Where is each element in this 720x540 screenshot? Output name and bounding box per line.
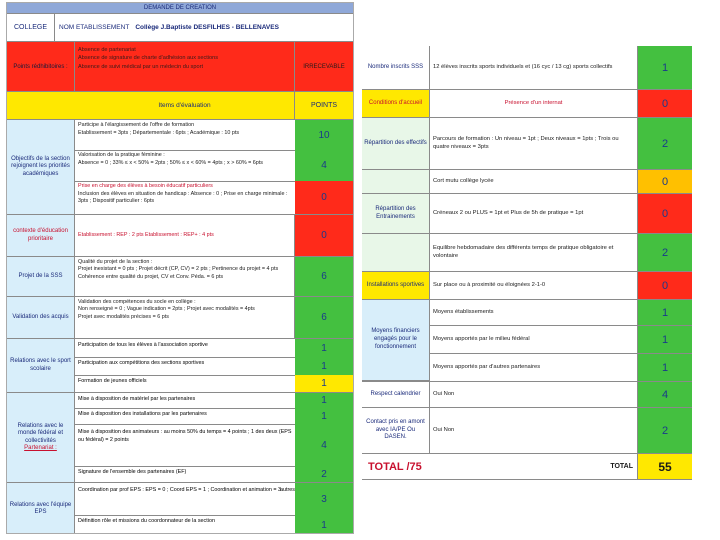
right-row-score: 4 — [638, 382, 692, 407]
right-row-score: 2 — [638, 118, 692, 169]
right-row-text: Moyens apportés par d'autres partenaires — [430, 354, 638, 381]
validation-line: Validation des compétences du socle en collège : — [78, 299, 196, 305]
relations-sport-row — [7, 339, 353, 393]
projet-lines — [75, 257, 295, 296]
sheet-title: DEMANDE DE CREATION — [143, 5, 217, 11]
relations-equipe-row — [7, 483, 353, 534]
right-row-text: Oui Non — [430, 382, 638, 407]
objectif-sub-line: Valorisation de la pratique féminine : — [78, 152, 165, 158]
right-row-text: Moyens apportés par le milieu fédéral — [430, 326, 638, 353]
items-header-points: POINTS — [310, 102, 338, 109]
sheet-title-row — [7, 3, 353, 14]
relations-equipe-label: Relations avec l'équipe EPS — [7, 483, 75, 534]
right-row — [362, 382, 692, 408]
relations-monde-subs — [75, 393, 353, 482]
right-row — [362, 170, 692, 194]
objectif-sub-line: Inclusion des élèves en situation de handicap : Absence : 0 ; Prise en charge minimale : 3pts ; Dispositif particulier : 6pts — [78, 190, 288, 205]
redhib-line: Absence de partenariat — [78, 47, 136, 53]
relations-sport-score: 1 — [295, 357, 353, 375]
relations-sport-item: Formation de jeunes officiels — [75, 375, 302, 392]
evaluation-sheet-right — [362, 46, 692, 482]
relations-monde-score: 1 — [295, 408, 353, 424]
relations-sport-subs — [75, 339, 353, 392]
right-row-score: 2 — [638, 234, 692, 271]
right-row-score: 0 — [638, 194, 692, 233]
right-row-label — [362, 170, 430, 193]
validation-label: Validation des acquis — [7, 297, 75, 338]
right-row-score: 2 — [638, 408, 692, 453]
relations-monde-label-cell — [7, 393, 75, 482]
objectif-sub — [75, 150, 353, 182]
right-row — [362, 46, 692, 90]
objectif-sub — [75, 120, 353, 151]
objectifs-row — [7, 120, 353, 215]
relations-equipe-item: Coordination par prof EPS : EPS = 0 ; Coord EPS = 1 ; Coordination et animation = 3 — [78, 487, 282, 493]
redhib-lines — [75, 42, 295, 91]
right-row-text: Parcours de formation : Un niveau = 1pt ; Deux niveaux = 1pts ; Trois ou quatre niveaux = 3pts — [430, 118, 638, 169]
objectif-score: 4 — [295, 150, 353, 181]
right-row-score: 0 — [638, 272, 692, 299]
right-row-text: Equilibre hebdomadaire des différents temps de pratique obligatoire et volontaire — [430, 234, 638, 271]
etablissement-label: NOM ETABLISSEMENT — [59, 24, 130, 31]
right-row-label: Conditions d'accueil — [362, 90, 430, 117]
objectif-sub-line: Absence = 0 ; 33% ≤ x < 50% = 2pts ; 50% ≤ x < 60% = 4pts ; x > 60% = 6pts — [78, 159, 263, 166]
objectif-sub-line: Prise en charge des élèves à besoin éducatif particuliers — [78, 183, 213, 189]
objectifs-label: Objectifs de la section rejoignent les priorités académiques — [7, 120, 75, 214]
objectif-score: 0 — [295, 181, 353, 214]
right-row-score: 1 — [638, 46, 692, 89]
evaluation-sheet-left — [6, 2, 354, 534]
objectif-sub-line: Participe à l'élargissement de l'offre de formation — [78, 122, 195, 128]
right-row — [362, 194, 692, 234]
right-row-text: Présence d'un internat — [430, 90, 638, 117]
items-header-label: Items d'évaluation — [75, 92, 295, 119]
right-row — [362, 90, 692, 118]
right-row-label: Nombre inscrits SSS — [362, 46, 430, 89]
right-row-label — [362, 234, 430, 271]
projet-line: Cohérence entre qualité du projet, CV et Conv. Péda. = 6 pts — [78, 273, 224, 280]
total-word: TOTAL — [512, 454, 638, 479]
right-row — [362, 272, 692, 300]
validation-score: 6 — [295, 297, 353, 338]
objectifs-subs — [75, 120, 353, 214]
relations-monde-row — [7, 393, 353, 483]
projet-line: Projet inexistant = 0 pts ; Projet décrit (CP, CV) = 2 pts ; Pertinence du projet = 4 pts — [78, 266, 279, 273]
relations-sport-item: Participation aux compétitions des sections sportives — [75, 357, 302, 375]
validation-line: Non renseigné = 0 ; Vague indication = 2pts ; Projet avec modalités = 4pts — [78, 306, 255, 313]
right-row — [362, 234, 692, 272]
right-row-text: Cort mutu collège lycée — [430, 170, 638, 193]
total-value: 55 — [638, 454, 692, 479]
redhib-line: Absence de signature de charte d'adhésion aux sections — [78, 55, 219, 62]
objectif-score: 10 — [295, 120, 353, 150]
relations-equipe-score: 3 — [295, 483, 353, 515]
right-row-score: 0 — [638, 170, 692, 193]
relations-monde-score: 4 — [295, 424, 353, 466]
right-row-label: Répartition des Entrainements — [362, 194, 430, 233]
relations-monde-label: Relations avec le monde fédéral et collectivités — [17, 422, 64, 444]
relations-sport-item: Participation de tous les élèves à l'association sportive — [75, 339, 302, 357]
right-row-text: Créneaux 2 ou PLUS = 1pt et Plus de 5h de pratique = 1pt — [430, 194, 638, 233]
projet-row — [7, 257, 353, 297]
relations-equipe-item: Définition rôle et missions du coordonnateur de la section — [75, 515, 302, 534]
right-row-label: Respect calendrier — [362, 382, 430, 407]
partenariat-label: Partenariat : — [24, 445, 57, 451]
relations-monde-item: Signature de l'ensemble des partenaires (EF) — [75, 466, 302, 482]
contexte-label: contexte d'éducation prioritaire — [7, 215, 75, 256]
relations-monde-score: 2 — [295, 466, 353, 482]
right-row-label: Répartition des effectifs — [362, 118, 430, 169]
objectif-sub-line: Etablissement = 3pts ; Départementale : 6pts ; Académique : 10 pts — [78, 129, 240, 136]
right-row-label: Installations sportives — [362, 272, 430, 299]
right-row-text: Sur place ou à proximité ou éloignées 2-1-0 — [430, 272, 638, 299]
total-label: TOTAL /75 — [368, 460, 422, 473]
points-redhibitoires-row — [7, 42, 353, 92]
objectif-sub — [75, 181, 353, 214]
contexte-score: 0 — [295, 215, 353, 256]
right-row-text: Oui Non — [430, 408, 638, 453]
etablissement-cell — [55, 14, 353, 41]
right-row-score: 1 — [638, 354, 692, 381]
right-row — [362, 118, 692, 170]
right-row-score: 1 — [638, 300, 692, 325]
right-row-score: 0 — [638, 90, 692, 117]
right-row-score: 1 — [638, 326, 692, 353]
redhib-result: IRRECEVABLE — [303, 63, 345, 70]
validation-row — [7, 297, 353, 339]
relations-monde-item: Mise à disposition de matériel par les partenaires — [75, 393, 302, 408]
relations-equipe-extra: autres — [280, 487, 295, 493]
right-row-label: Moyens financiers engagés pour le fonctionnement — [362, 300, 430, 381]
projet-line: Qualité du projet de la section : — [78, 259, 153, 265]
right-row — [362, 408, 692, 454]
relations-sport-score: 1 — [295, 339, 353, 357]
relations-equipe-subs — [75, 483, 353, 534]
validation-line: Projet avec modalités précises = 6 pts — [78, 313, 169, 320]
etablissement-name: Collège J.Baptiste DESFILHES - BELLENAVES — [135, 24, 279, 31]
redhib-label: Points rédhibitoires : — [7, 42, 75, 91]
right-row-label: Contact pris en amont avec IA/PE Ou DASEN. — [362, 408, 430, 453]
contexte-row — [7, 215, 353, 257]
right-row-text: 12 élèves inscrits sports individuels et (16 cyc / 13 cg) sports collectifs — [430, 46, 638, 89]
validation-lines — [75, 297, 295, 338]
contexte-text: Etablissement : REP : 2 pts Etablissement : REP+ : 4 pts — [75, 215, 295, 256]
relations-monde-score: 1 — [295, 393, 353, 408]
projet-label: Projet de la SSS — [7, 257, 75, 296]
right-row-text: Moyens établissements — [430, 300, 638, 325]
projet-score: 6 — [295, 257, 353, 296]
college-label: COLLEGE — [7, 14, 55, 41]
total-row — [362, 454, 692, 480]
relations-sport-label: Relations avec le sport scolaire — [7, 339, 75, 392]
relations-sport-score: 1 — [295, 375, 353, 392]
relations-monde-item: Mise à disposition des installations par les partenaires — [75, 408, 302, 424]
relations-equipe-score: 1 — [295, 515, 353, 534]
relations-monde-item: Mise à disposition des animateurs : au moins 50% du temps = 4 points ; 1 des deux (EPS ou fédéral) = 2 points — [75, 424, 302, 466]
redhib-line: Absence de suivi médical par un médecin du sport — [78, 63, 203, 70]
etablissement-row — [7, 14, 353, 42]
items-header-row — [7, 92, 353, 120]
